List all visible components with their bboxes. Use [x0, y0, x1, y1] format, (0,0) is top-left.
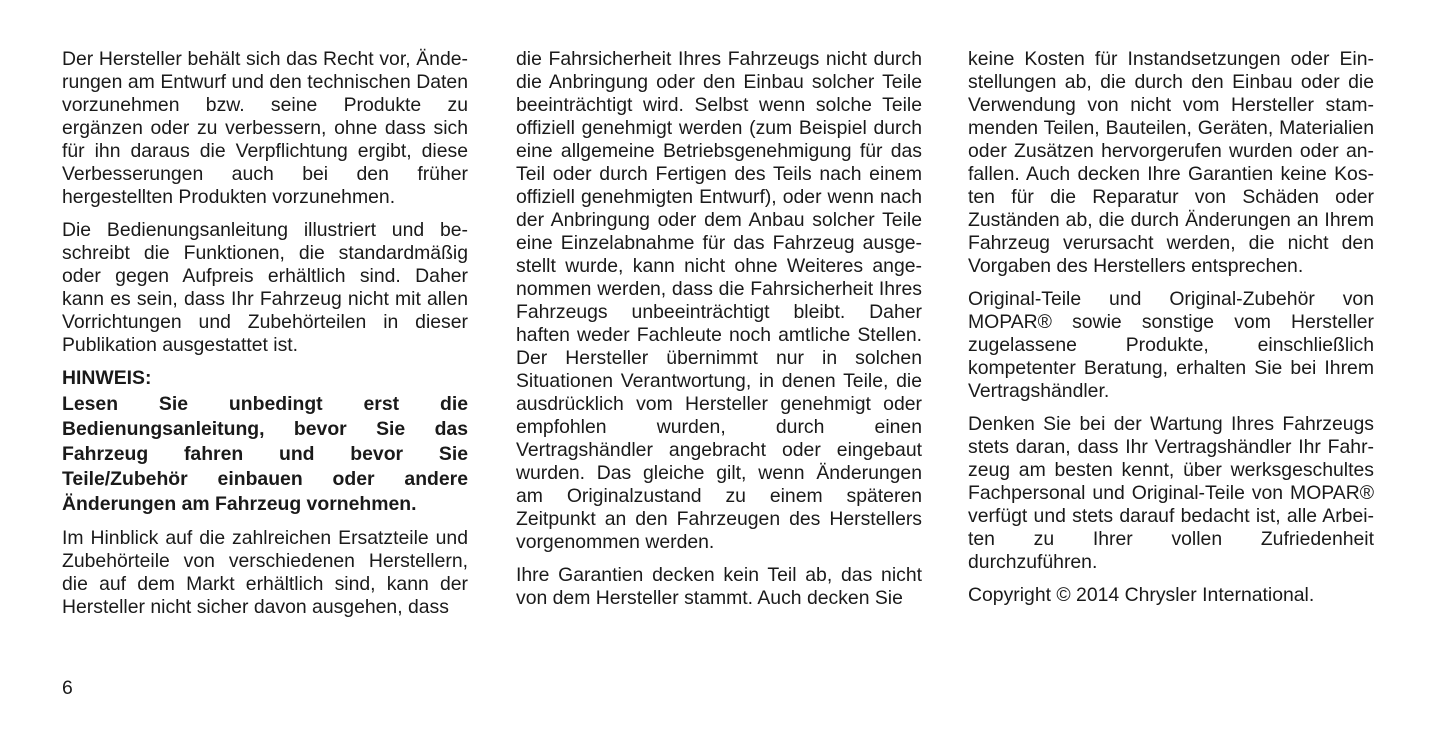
paragraph-original-parts: Original-Teile und Original-Zubehör von MOPAR® sowie sonstige vom Hersteller zugelassene Produkte, einschließlich kompetenter Beratung, erhalten Sie bei Ihrem Vertragshändler.: [968, 288, 1374, 402]
paragraph-manual-illustrates: Die Bedienungsanleitung illustriert und beschreibt die Funktionen, die standardmäßig oder gegen Aufpreis erhältlich sind. Daher kann es sein, dass Ihr Fahrzeug nicht mit allen Vorrichtungen und Zubehörteilen in dieser Publikation ausgestattet ist.: [62, 219, 468, 356]
paragraph-manufacturer-rights: Der Hersteller behält sich das Recht vor, Änderungen am Entwurf und den technischen Daten vorzunehmen bzw. seine Produkte zu ergänzen oder zu verbessern, ohne dass sich für ihn daraus die Verpflichtung ergibt, diese Verbesserungen auch bei den früher hergestellten Produkten vorzunehmen.: [62, 48, 468, 208]
text-column-1: [62, 48, 468, 629]
paragraph-maintenance: Denken Sie bei der Wartung Ihres Fahrzeugs stets daran, dass Ihr Vertragshändler Ihr Fahrzeug am besten kennt, über werksgeschultes Fachpersonal und Original-Teile von MOPAR® verfügt und stets darauf bedacht ist, alle Arbeiten zu Ihrer vollen Zufriedenheit durchzuführen.: [968, 413, 1374, 573]
text-column-2: [516, 48, 922, 620]
paragraph-warranty-parts: Ihre Garantien decken kein Teil ab, das nicht von dem Hersteller stammt. Auch decken Sie: [516, 564, 922, 609]
paragraph-spare-parts: Im Hinblick auf die zahlreichen Ersatzteile und Zubehörteile von verschiedenen Herstellern, die auf dem Markt erhältlich sind, kann der Hersteller nicht sicher davon ausgehen, dass: [62, 527, 468, 618]
text-column-3: [968, 48, 1374, 617]
page-number: 6: [62, 677, 73, 699]
copyright-notice: Copyright © 2014 Chrysler International.: [968, 584, 1315, 606]
note-heading: HINWEIS:: [62, 367, 152, 389]
paragraph-warranty-costs: keine Kosten für Instandsetzungen oder Einstellungen ab, die durch den Einbau oder die Verwendung von nicht vom Hersteller stammenden Teilen, Bauteilen, Geräten, Materialien oder Zusätzen hervorgerufen wurden oder anfallen. Auch decken Ihre Garantien keine Kosten für die Reparatur von Schäden oder Zuständen ab, die durch Änderungen an Ihrem Fahrzeug verursacht werden, die nicht den Vorgaben des Herstellers entsprechen.: [968, 48, 1374, 277]
note-text: Lesen Sie unbedingt erst die Bedienungsanleitung, bevor Sie das Fahrzeug fahren und bevor Sie Teile/Zubehör einbauen oder andere Änderungen am Fahrzeug vornehmen.: [62, 393, 468, 515]
paragraph-driving-safety: die Fahrsicherheit Ihres Fahrzeugs nicht durch die Anbringung oder den Einbau solcher Teile beeinträchtigt wird. Selbst wenn solche Teile offiziell genehmigt werden (zum Beispiel durch eine allgemeine Betriebsgenehmigung für das Teil oder durch Fertigen des Teils nach einem offiziell genehmigten Entwurf), oder wenn nach der Anbringung oder dem Anbau solcher Teile eine Einzelabnahme für das Fahrzeug ausgestellt wurde, kann nicht ohne Weiteres angenommen werden, dass die Fahrsicherheit Ihres Fahrzeugs unbeeinträchtigt bleibt. Daher haften weder Fachleute noch amtliche Stellen. Der Hersteller übernimmt nur in solchen Situationen Verantwortung, in denen Teile, die ausdrücklich vom Hersteller genehmigt oder empfohlen wurden, durch einen Vertragshändler angebracht oder eingebaut wurden. Das gleiche gilt, wenn Änderungen am Originalzustand zu einem späteren Zeitpunkt an den Fahrzeugen des Herstellers vorgenommen werden.: [516, 48, 922, 553]
